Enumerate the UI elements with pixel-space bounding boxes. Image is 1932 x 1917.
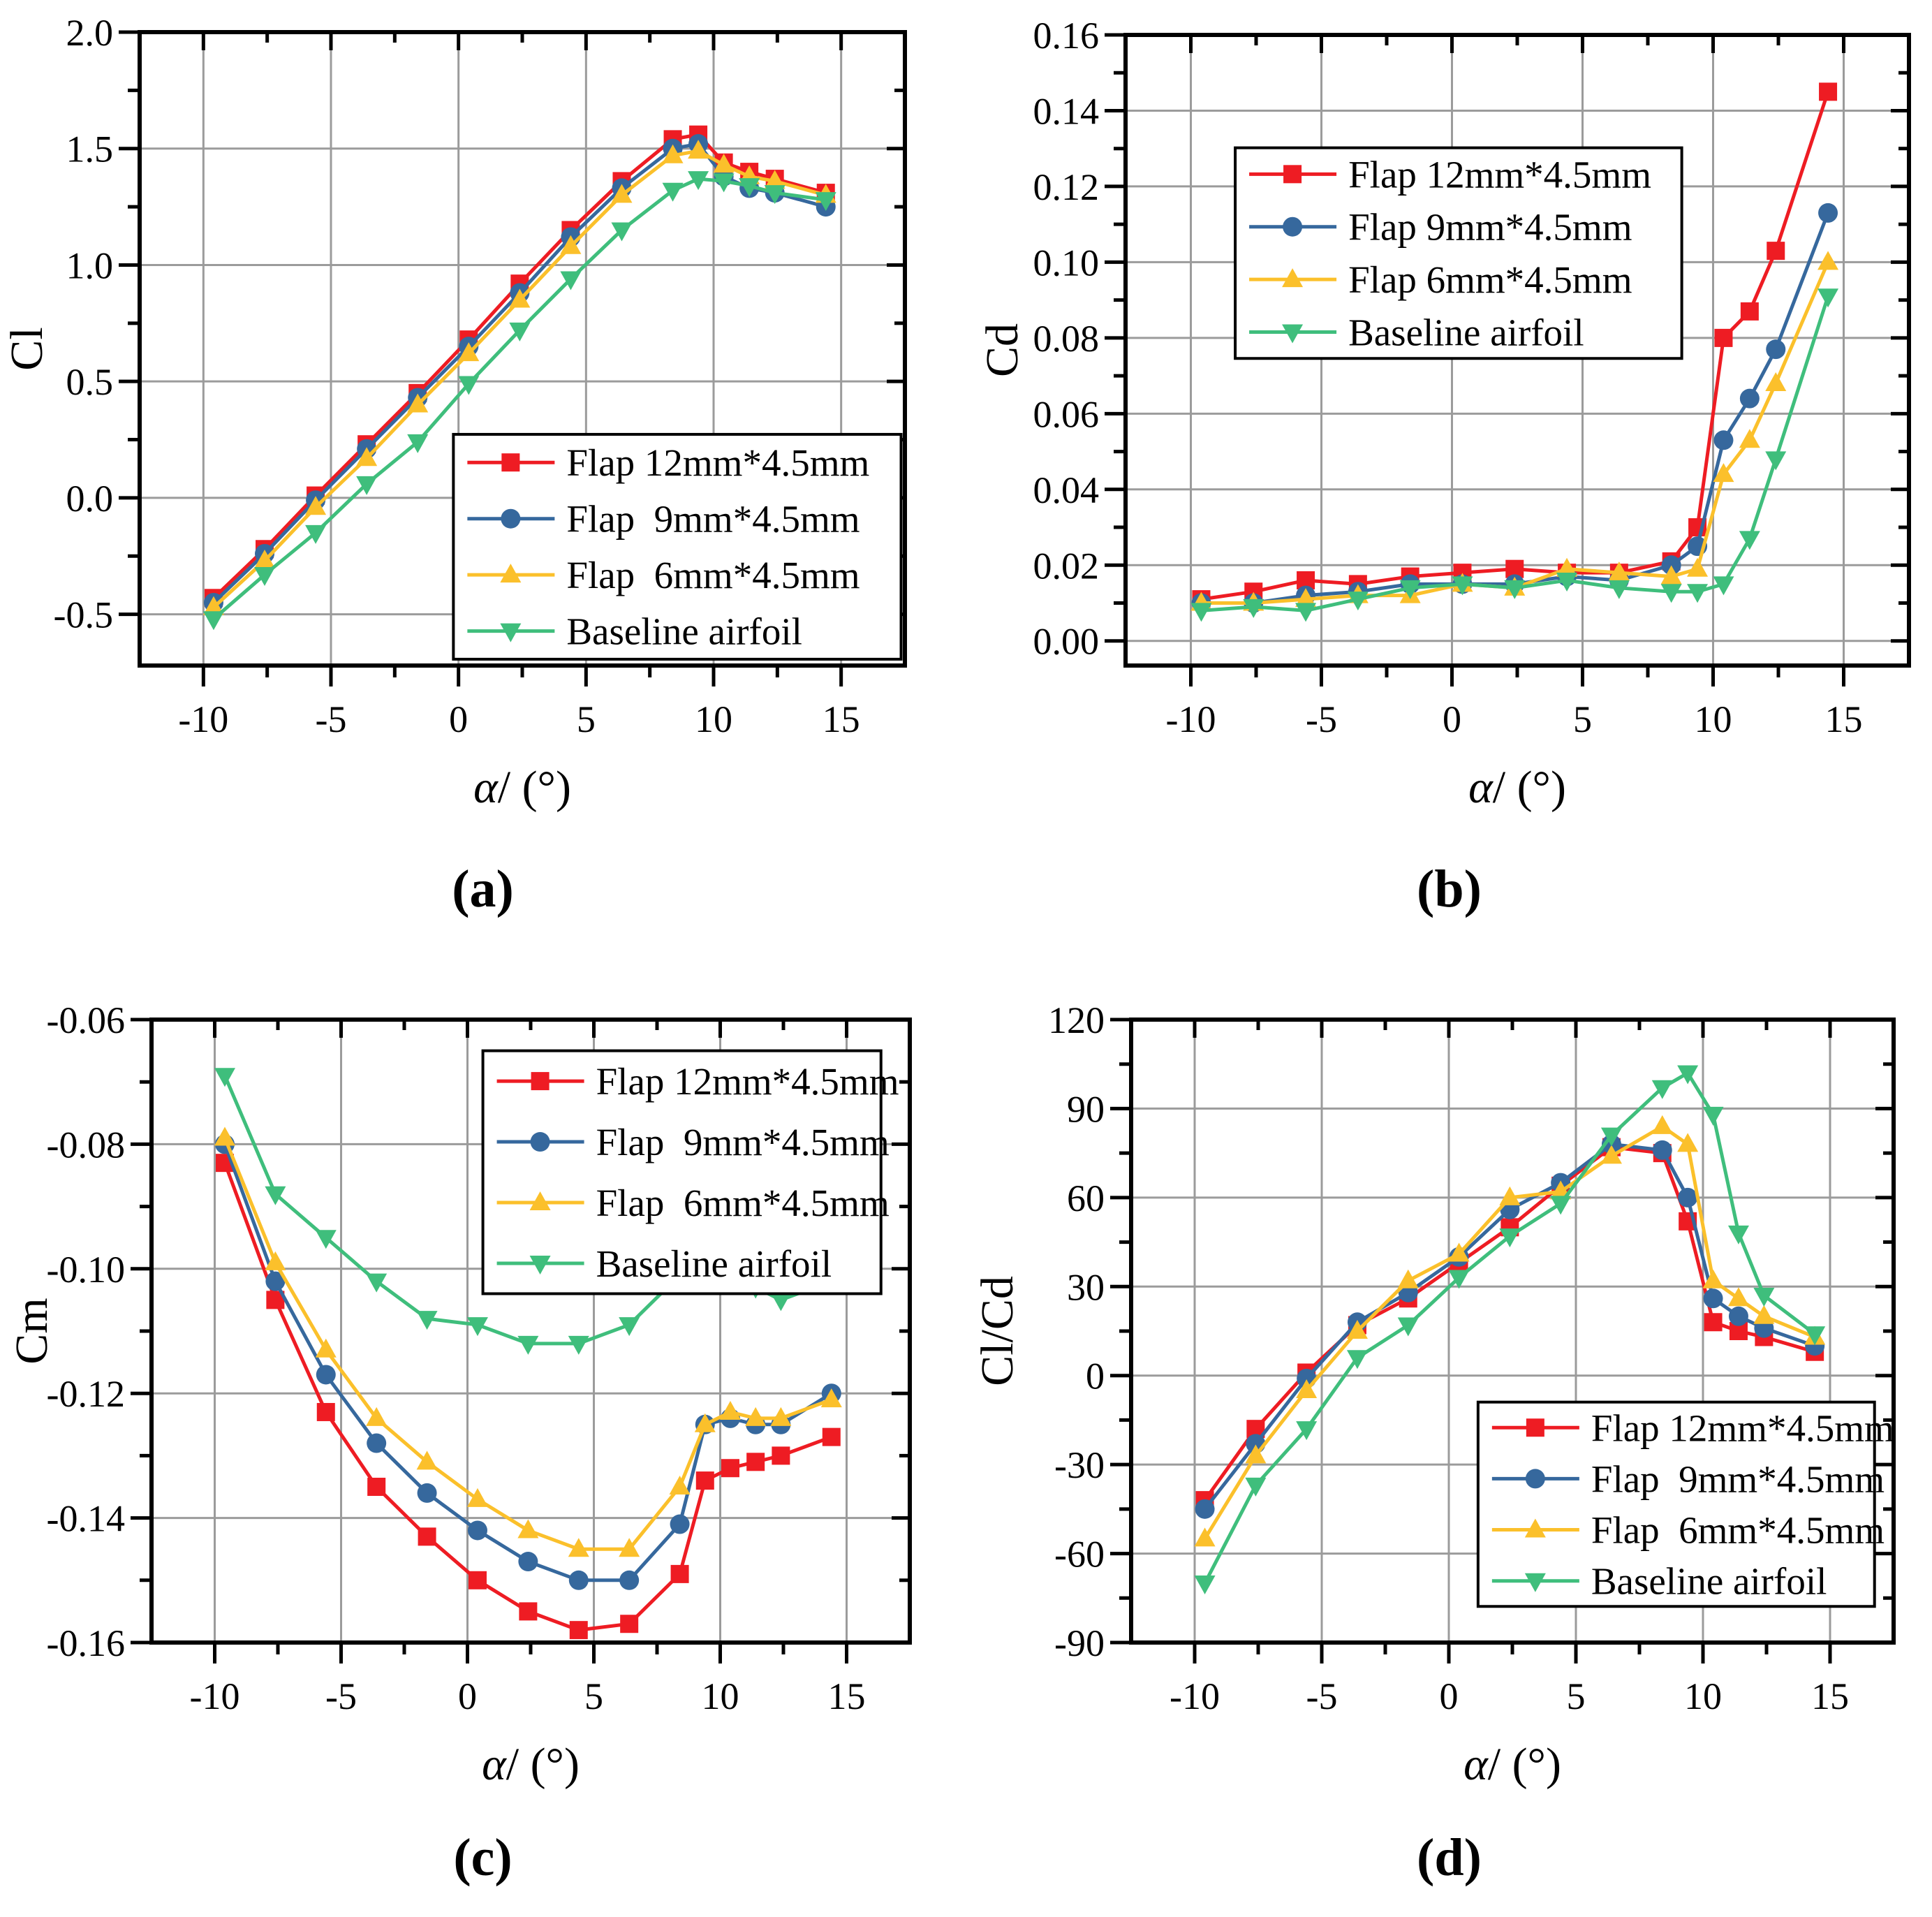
x-tick-label: 15 <box>822 698 860 740</box>
panel-d-chart <box>966 959 1932 1917</box>
y-tick-label: -0.14 <box>46 1497 125 1540</box>
legend <box>1478 1402 1894 1607</box>
y-tick-label: 0.02 <box>1033 545 1099 587</box>
x-tick-label: -5 <box>1306 698 1337 740</box>
legend <box>483 1051 899 1294</box>
legend-label: Flap 12mm*4.5mm <box>566 441 870 485</box>
x-axis-label: α/ (°) <box>473 762 571 813</box>
y-tick-label: -0.16 <box>46 1622 125 1664</box>
legend-label: Flap 6mm*4.5mm <box>596 1182 890 1225</box>
x-tick-label: 5 <box>1566 1675 1586 1717</box>
panel-b-chart <box>966 0 1932 958</box>
caption-c: (c) <box>453 1828 513 1887</box>
legend-label: Flap 9mm*4.5mm <box>1591 1457 1885 1501</box>
y-tick-label: -0.08 <box>46 1124 125 1166</box>
x-tick-label: 10 <box>1694 698 1732 740</box>
x-tick-label: -5 <box>325 1675 357 1717</box>
caption-a: (a) <box>452 860 514 918</box>
legend-label: Flap 12mm*4.5mm <box>1591 1406 1894 1450</box>
legend-label: Flap 12mm*4.5mm <box>1348 153 1651 196</box>
x-tick-label: -5 <box>1306 1675 1338 1717</box>
x-tick-label: 15 <box>1811 1675 1849 1717</box>
caption-d: (d) <box>1417 1828 1482 1887</box>
caption-b: (b) <box>1417 860 1482 918</box>
y-tick-label: 0.0 <box>66 477 113 520</box>
y-tick-label: 90 <box>1067 1088 1105 1131</box>
x-tick-label: 5 <box>1573 698 1592 740</box>
y-tick-label: 60 <box>1067 1177 1105 1219</box>
x-tick-label: 0 <box>449 698 469 740</box>
x-tick-label: 0 <box>1439 1675 1459 1717</box>
legend-label: Flap 6mm*4.5mm <box>1348 258 1632 302</box>
legend-label: Flap 9mm*4.5mm <box>596 1121 890 1164</box>
x-axis-label: α/ (°) <box>482 1739 580 1790</box>
y-tick-label: -0.10 <box>46 1248 125 1291</box>
y-tick-label: -0.06 <box>46 999 125 1041</box>
y-tick-label: -60 <box>1054 1533 1105 1576</box>
y-axis-label: Cl <box>1 327 52 371</box>
y-tick-label: 0.16 <box>1033 15 1099 57</box>
x-tick-label: 0 <box>458 1675 477 1717</box>
panel-c-chart <box>0 959 966 1917</box>
legend-label: Flap 6mm*4.5mm <box>566 554 860 597</box>
y-tick-label: 0 <box>1086 1355 1105 1397</box>
x-tick-label: -10 <box>189 1675 240 1717</box>
y-axis-label: Cd <box>977 323 1028 378</box>
y-tick-label: 0.08 <box>1033 317 1099 360</box>
x-axis-label: α/ (°) <box>1463 1739 1561 1790</box>
y-tick-label: 120 <box>1048 999 1105 1041</box>
legend-label: Flap 12mm*4.5mm <box>596 1060 899 1103</box>
y-axis-label: Cl/Cd <box>972 1276 1023 1386</box>
x-tick-label: 10 <box>1684 1675 1722 1717</box>
x-tick-label: 5 <box>584 1675 603 1717</box>
legend-label: Flap 9mm*4.5mm <box>1348 205 1632 249</box>
y-tick-label: 0.10 <box>1033 242 1099 284</box>
x-tick-label: -5 <box>315 698 347 740</box>
y-axis-label: Cm <box>6 1298 57 1365</box>
x-tick-label: -10 <box>178 698 229 740</box>
x-axis-label: α/ (°) <box>1468 762 1566 813</box>
legend-label: Flap 6mm*4.5mm <box>1591 1508 1885 1552</box>
legend-label: Baseline airfoil <box>566 610 802 653</box>
legend-label: Flap 9mm*4.5mm <box>566 497 860 541</box>
y-tick-label: -90 <box>1054 1622 1105 1664</box>
y-tick-label: 0.04 <box>1033 469 1099 511</box>
x-tick-label: -10 <box>1165 698 1216 740</box>
y-tick-label: 1.0 <box>66 244 113 287</box>
y-tick-label: -0.5 <box>53 594 113 636</box>
y-tick-label: 0.14 <box>1033 90 1099 133</box>
y-tick-label: -0.12 <box>46 1373 125 1416</box>
y-tick-label: -30 <box>1054 1444 1105 1487</box>
x-tick-label: 15 <box>1824 698 1863 740</box>
y-tick-label: 0.5 <box>66 361 113 404</box>
y-tick-label: 30 <box>1067 1266 1105 1309</box>
legend-label: Baseline airfoil <box>1591 1559 1827 1603</box>
x-tick-label: 5 <box>576 698 596 740</box>
tick-labels <box>1033 15 1863 740</box>
legend-label: Baseline airfoil <box>596 1242 832 1285</box>
x-tick-label: 15 <box>827 1675 866 1717</box>
y-tick-label: 2.0 <box>66 12 113 54</box>
x-tick-label: 10 <box>695 698 732 740</box>
y-tick-label: 0.06 <box>1033 393 1099 436</box>
legend <box>1235 148 1682 359</box>
x-tick-label: -10 <box>1170 1675 1220 1717</box>
y-tick-label: 0.12 <box>1033 166 1099 208</box>
y-tick-label: 0.00 <box>1033 620 1099 663</box>
legend <box>453 434 901 659</box>
x-tick-label: 10 <box>701 1675 739 1717</box>
y-tick-label: 1.5 <box>66 128 113 170</box>
legend-label: Baseline airfoil <box>1348 311 1584 354</box>
panel-a-chart <box>0 0 966 958</box>
x-tick-label: 0 <box>1443 698 1461 740</box>
